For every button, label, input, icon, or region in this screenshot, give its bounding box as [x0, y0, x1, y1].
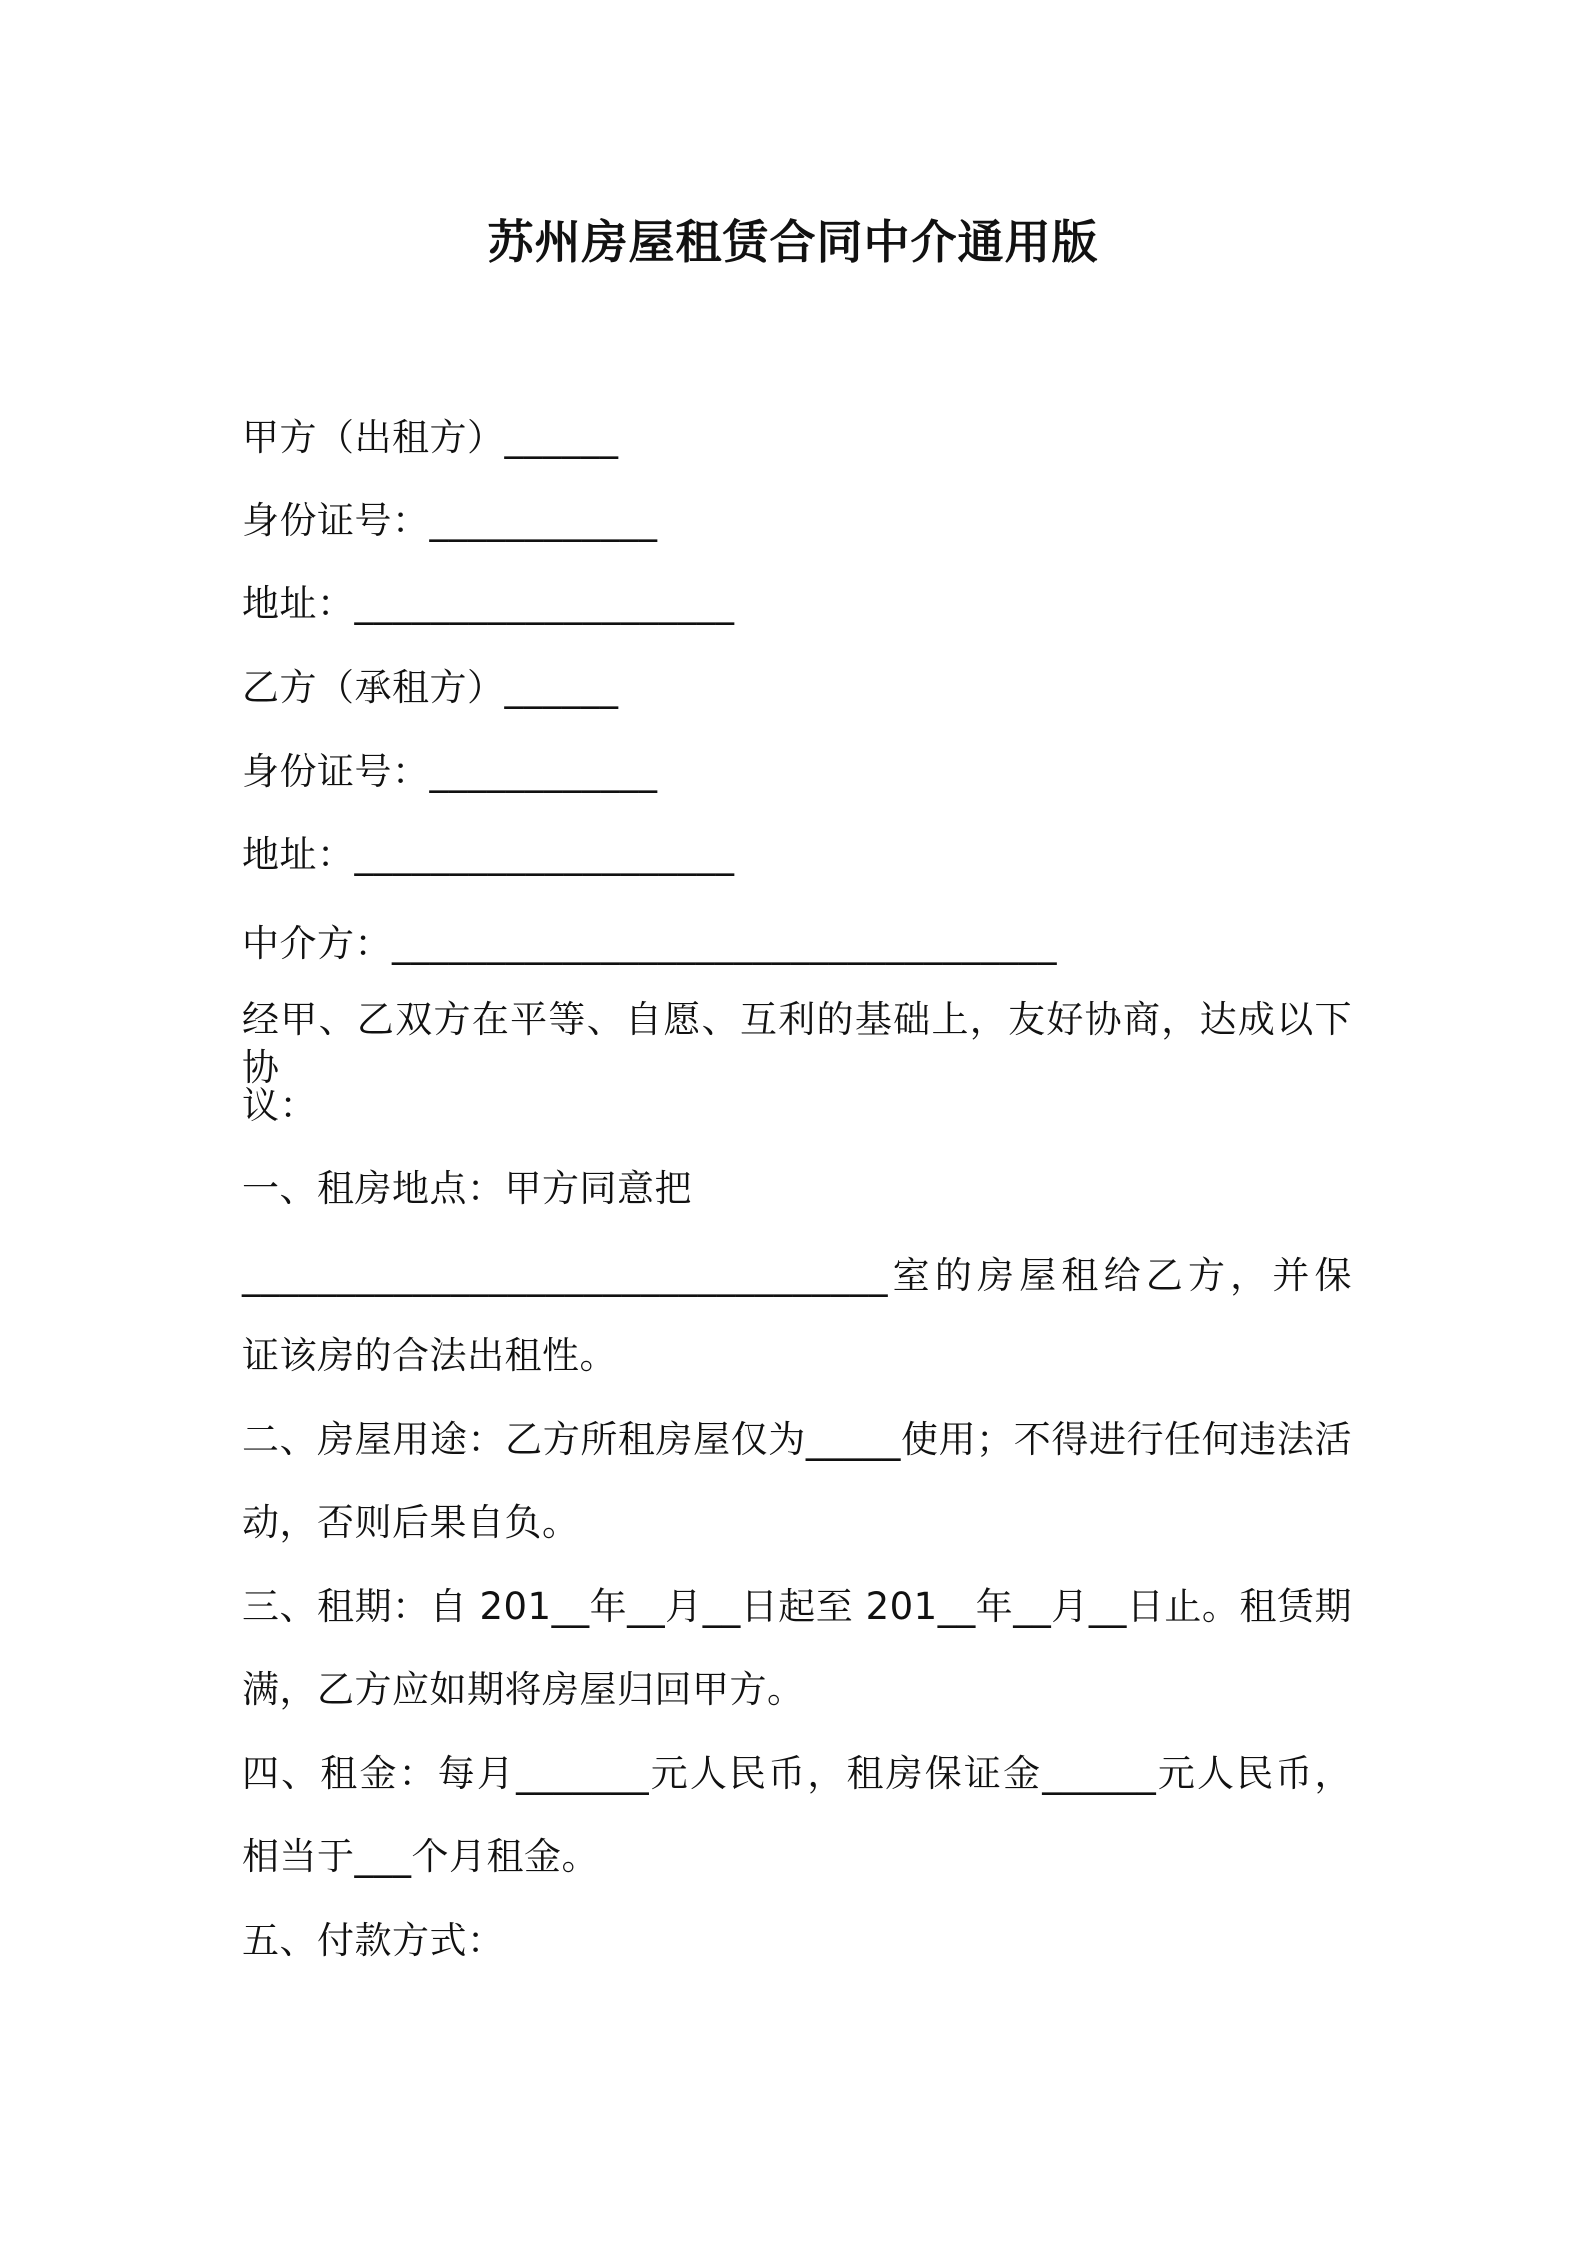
party-b-id: 身份证号：____________	[242, 750, 658, 793]
clause-1-line-3: 证该房的合法出租性。	[242, 1334, 617, 1377]
document-title: 苏州房屋租赁合同中介通用版	[487, 215, 1099, 269]
clause-2-line-1: 二、房屋用途：乙方所租房屋仅为_____使用；不得进行任何违法活	[242, 1418, 1352, 1461]
clause-3-line-1: 三、租期：自 201__年__月__日起至 201__年__月__日止。租赁期	[242, 1585, 1352, 1628]
party-b-address: 地址：____________________	[242, 833, 735, 876]
party-a-address: 地址：____________________	[242, 582, 735, 625]
party-a-name: 甲方（出租方）______	[242, 416, 619, 459]
agency-line: 中介方：___________________________________	[242, 922, 1057, 965]
clause-4-line-2: 相当于___个月租金。	[242, 1835, 599, 1878]
party-b-name: 乙方（承租方）______	[242, 666, 619, 709]
clause-1-line-1: 一、租房地点：甲方同意把	[242, 1167, 692, 1210]
clause-5-heading: 五、付款方式：	[242, 1919, 505, 1962]
clause-1-line-2: __________________________________室的房屋租给乙方，并保	[242, 1254, 1352, 1297]
clause-3-line-2: 满，乙方应如期将房屋归回甲方。	[242, 1668, 805, 1711]
party-a-id: 身份证号：____________	[242, 499, 658, 542]
preamble-line-2: 议：	[242, 1084, 317, 1127]
clause-2-line-2: 动，否则后果自负。	[242, 1501, 580, 1544]
clause-4-line-1: 四、租金：每月_______元人民币，租房保证金______元人民币，	[242, 1752, 1352, 1795]
preamble-line-1: 经甲、乙双方在平等、自愿、互利的基础上，友好协商，达成以下协	[242, 998, 1352, 1089]
